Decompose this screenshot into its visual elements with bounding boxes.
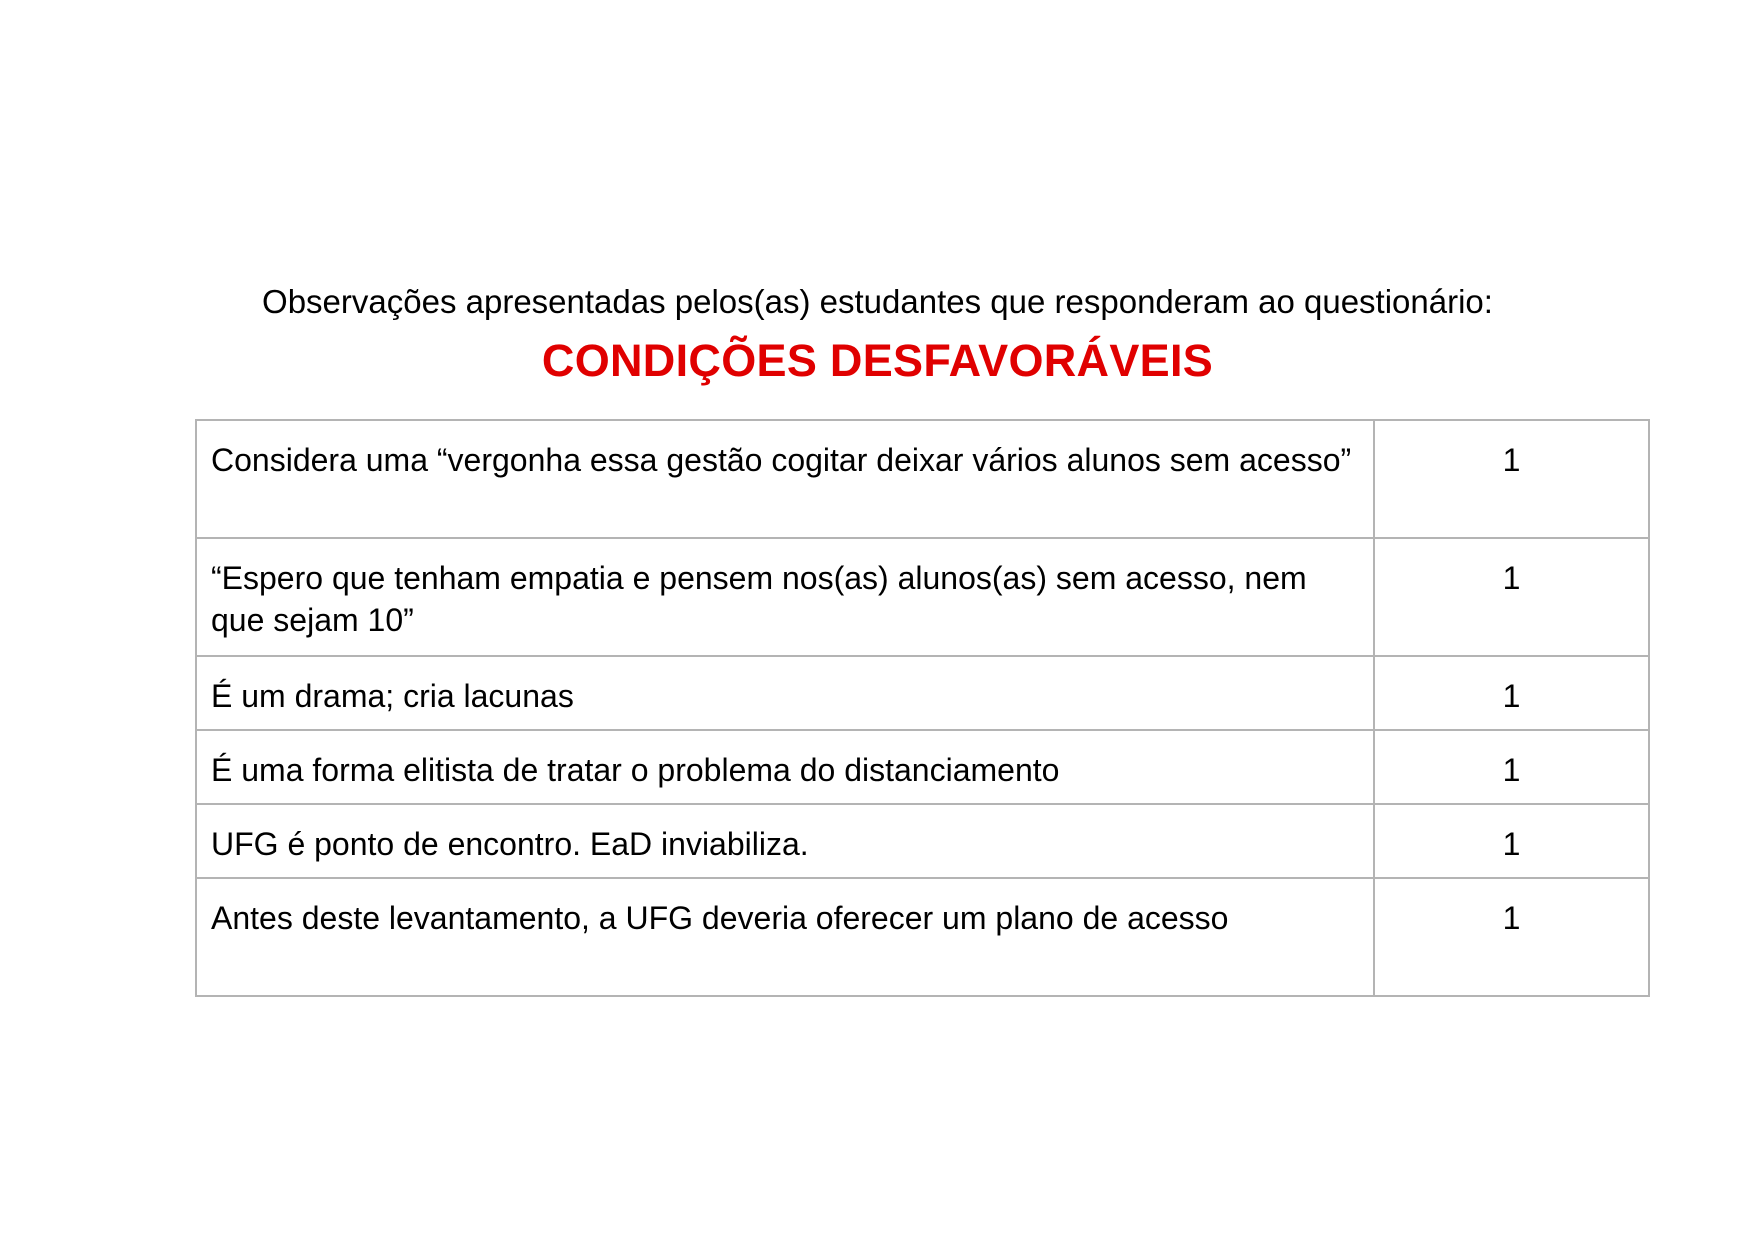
observation-count: 1 (1374, 878, 1649, 996)
observation-text: Considera uma “vergonha essa gestão cogitar deixar vários alunos sem acesso” (196, 420, 1374, 538)
observation-count: 1 (1374, 538, 1649, 656)
table-row (196, 656, 1649, 730)
table-row (196, 420, 1649, 538)
observation-count: 1 (1374, 804, 1649, 878)
observation-count: 1 (1374, 730, 1649, 804)
table-row (196, 730, 1649, 804)
observation-text: UFG é ponto de encontro. EaD inviabiliza. (196, 804, 1374, 878)
page-title: CONDIÇÕES DESFAVORÁVEIS (541, 335, 1214, 386)
observation-text: É um drama; cria lacunas (196, 656, 1374, 730)
table-row (196, 878, 1649, 996)
table-row (196, 538, 1649, 656)
page-subtitle: Observações apresentadas pelos(as) estudantes que responderam ao questionário: (262, 283, 1493, 320)
observations-table (195, 419, 1650, 997)
table-row (196, 804, 1649, 878)
observation-count: 1 (1374, 656, 1649, 730)
observation-text: “Espero que tenham empatia e pensem nos(as) alunos(as) sem acesso, nem que sejam 10” (196, 538, 1374, 656)
observation-text: É uma forma elitista de tratar o problema do distanciamento (196, 730, 1374, 804)
observation-count: 1 (1374, 420, 1649, 538)
observation-text: Antes deste levantamento, a UFG deveria oferecer um plano de acesso (196, 878, 1374, 996)
